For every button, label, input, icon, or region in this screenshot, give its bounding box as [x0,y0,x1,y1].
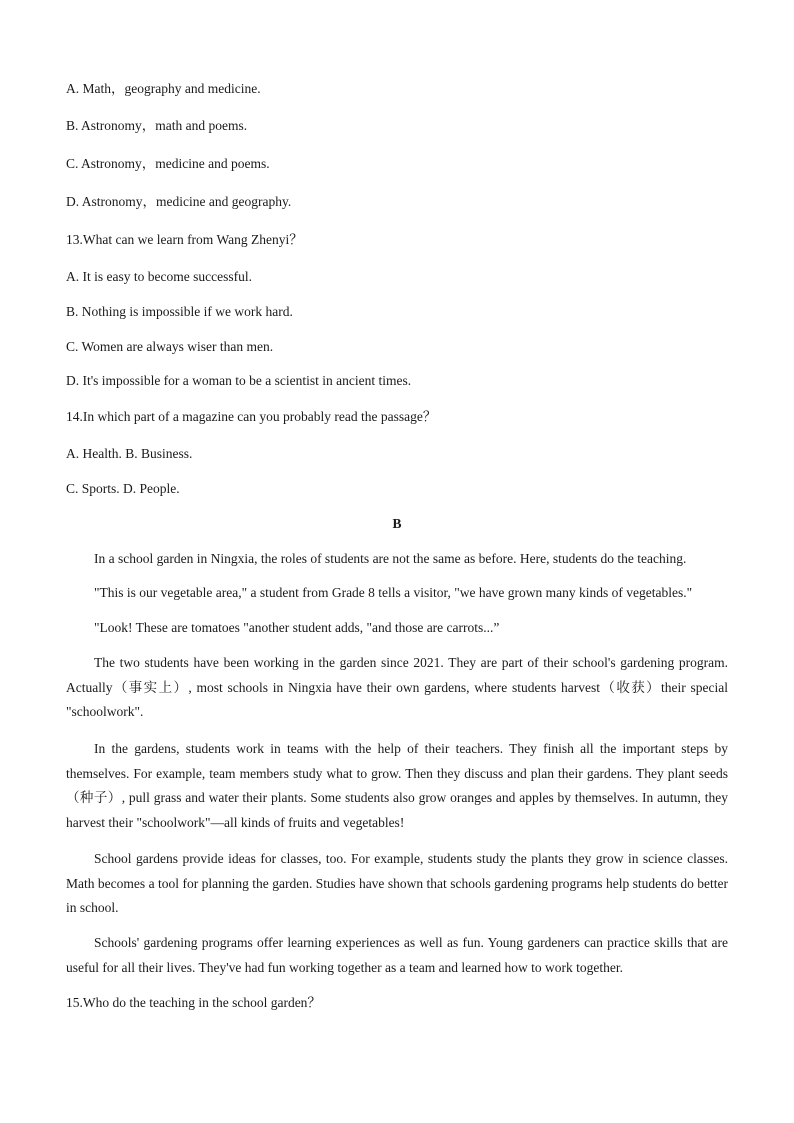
q15-question: 15.Who do the teaching in the school garden？ [66,995,321,1010]
passage-title: B [392,516,402,531]
q13-option-b: B. Nothing is impossible if we work hard. [66,304,293,319]
q13-option-a: A. It is easy to become successful. [66,269,252,284]
paragraph-1: In a school garden in Ningxia, the roles of students are not the same as before. Here, students do the teaching. [94,551,687,566]
q12-option-d: D. Astronomy，medicine and geography. [66,194,292,209]
q12-option-a: A. Math，geography and medicine. [66,81,261,96]
paragraph-4: The two students have been working in the garden since 2021. They are part of their school's gardening program. Actually（事实上）, most schools in Ningxia have their own gardens, where students harvest（收获）their special "schoolwork". [66,655,728,719]
q14-options-ab: A. Health. B. Business. [66,446,193,461]
paragraph-7: Schools' gardening programs offer learning experiences as well as fun. Young gardeners can practice skills that are useful for all their lives. They've had fun working together as a team and learned how to work together. [66,935,728,975]
q12-option-c: C. Astronomy，medicine and poems. [66,156,270,171]
paragraph-3: "Look! These are tomatoes "another student adds, "and those are carrots...” [94,620,500,635]
q13-option-c: C. Women are always wiser than men. [66,339,274,354]
q13-option-d: D. It's impossible for a woman to be a scientist in ancient times. [66,373,412,388]
q12-option-b: B. Astronomy，math and poems. [66,118,248,133]
paragraph-6: School gardens provide ideas for classes, too. For example, students study the plants they grow in science classes. Math becomes a tool for planning the garden. Studies have shown that schools gardening programs help students do better in school. [66,851,728,915]
paragraph-2: "This is our vegetable area," a student from Grade 8 tells a visitor, "we have grown many kinds of vegetables." [94,585,693,600]
q14-question: 14.In which part of a magazine can you probably read the passage？ [66,409,437,424]
q14-options-cd: C. Sports. D. People. [66,481,180,496]
q13-question: 13.What can we learn from Wang Zhenyi？ [66,232,303,247]
paragraph-5: In the gardens, students work in teams with the help of their teachers. They finish all the important steps by themselves. For example, team members study what to grow. Then they discuss and plan their gardens. They plant seeds（种子）, pull grass and water their plants. Some students also grow oranges and apples by themselves. In autumn, they harvest their "schoolwork"—all kinds of fruits and vegetables! [66,741,728,830]
